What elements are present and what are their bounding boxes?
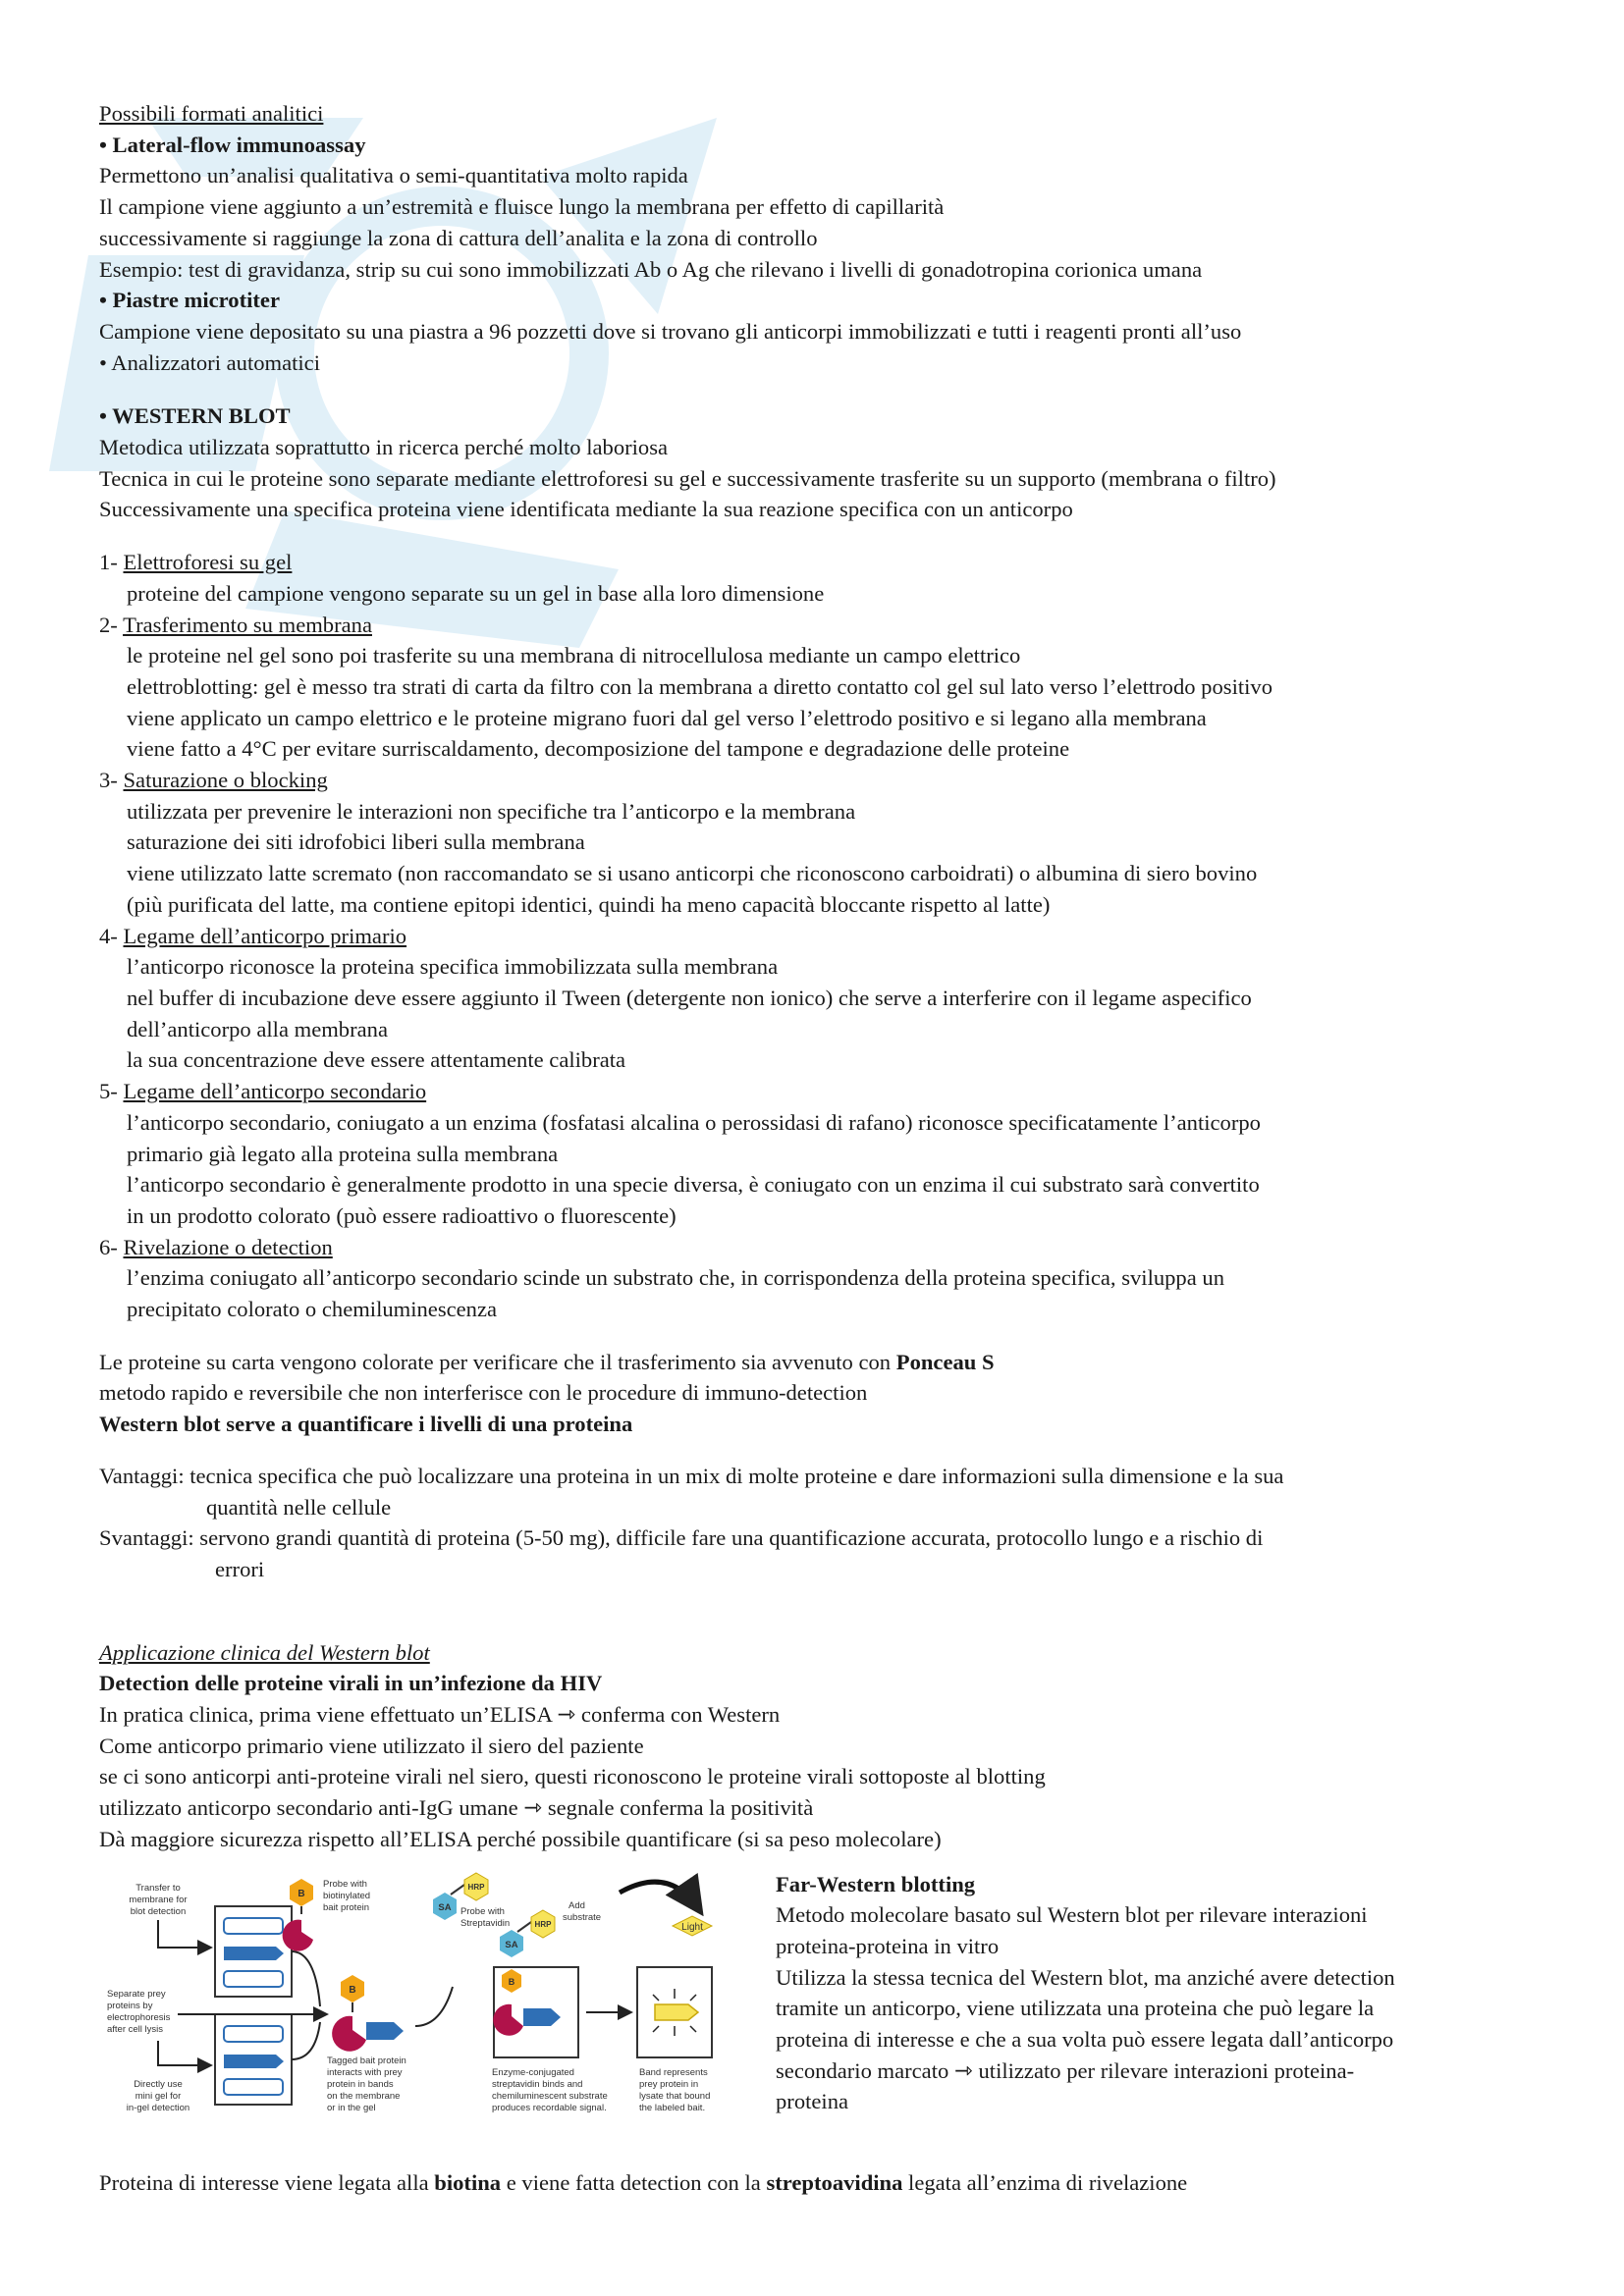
advantages-text: tecnica specifica che può localizzare una proteina in un mix di molte proteine e dare informazioni sulla dimensione e la sua [189,1463,1284,1488]
diagram-text: substrate [563,1911,602,1923]
step-title-text: Rivelazione o detection [123,1234,333,1259]
arrow [620,1882,698,1908]
step-line: la sua concentrazione deve essere attentamente calibrata [127,1047,626,1073]
step-line: l’anticorpo secondario, coniugato a un enzima (fosfatasi alcalina o perossidasi di rafano) riconosce specificatamente l’anticorpo [127,1109,1261,1135]
probe-biotin-label [323,1879,370,1913]
advantages-line [99,1461,1533,1492]
light-label: Light [681,1921,703,1933]
section-title: Possibili formati analitici [99,101,324,126]
spacer [99,1585,1533,1637]
diagram-text: Tagged bait protein [327,2055,406,2066]
clinical-line: Come anticorpo primario viene utilizzato il siero del paziente [99,1733,644,1758]
clinical-line: In pratica clinica, prima viene effettuato un’ELISA ⇾ conferma con Western [99,1702,781,1728]
arrow [292,1951,320,2006]
diagram-text: prey protein in [639,2078,699,2090]
microtiter-heading: • Piastre microtiter [99,288,280,313]
diagram-text: Streptavidin [460,1917,511,1929]
western-blot-heading: • WESTERN BLOT [99,403,291,429]
diagram-text: the labeled bait. [639,2102,706,2113]
quantify-statement: Western blot serve a quantificare i livelli di una proteina [99,1412,633,1437]
clinical-line: Dà maggiore sicurezza rispetto all’ELISA perché possibile quantificare (si sa peso molecolare) [99,1826,942,1851]
step-line: nel buffer di incubazione deve essere aggiunto il Tween (detergente non ionico) che serve a interferire con il legame aspecifico [127,985,1252,1010]
band [224,1918,283,1934]
diagram-text: lysate that bound [639,2090,711,2102]
step-title [99,1076,1533,1107]
step-line: in un prodotto colorato (può essere radioattivo o fluorescente) [127,1202,677,1228]
final-text: legata all’enzima di rivelazione [902,2169,1188,2195]
document-page [99,98,1533,2198]
western-intro-line: Successivamente una specifica proteina viene identificata mediante la sua reazione specifica con un anticorpo [99,497,1073,522]
clinical-subtitle: Detection delle proteine virali in un’infezione da HIV [99,1671,603,1696]
ponceau-text: Le proteine su carta vengono colorate per verificare che il trasferimento sia avvenuto con [99,1349,896,1374]
step-title [99,921,1533,952]
far-western-line: proteina-proteina in vitro [776,1933,1000,1958]
diagram-text: interacts with prey [327,2066,403,2078]
diagram-text: Probe with [323,1878,367,1890]
step-line: viene utilizzato latte scremato (non raccomandato se si usano anticorpi che riconoscono carboidrati) o albumina di siero bovino [127,861,1258,886]
step-line: precipitato colorato o chemiluminescenza [127,1297,498,1322]
diagram-text: chemiluminescent substrate [492,2090,608,2102]
step-number: 4- [99,923,124,948]
biotin-label: B [349,1984,356,1996]
ponceau-line-2: metodo rapido e reversibile che non interferisce con le procedure di immuno-detection [99,1380,868,1406]
disadvantages-label: Svantaggi: [99,1525,200,1551]
band [224,2079,283,2095]
linker [517,1922,531,1932]
spacer [99,378,1533,400]
step-number: 3- [99,768,124,793]
step-title-text: Legame dell’anticorpo primario [123,923,407,948]
far-western-line: Metodo molecolare basato sul Western blot per rilevare interazioni [776,1902,1368,1928]
biotin-label: B [508,1976,515,1987]
diagram-text: mini gel for [135,2090,182,2102]
step-line: viene fatto a 4°C per evitare surriscaldamento, decomposizione del tampone e degradazione delle proteine [127,736,1070,762]
separate-label [107,1989,171,2035]
step-number: 1- [99,550,124,575]
diagram-text: streptavidin binds and [492,2078,583,2090]
lateral-flow-line: successivamente si raggiunge la zona di cattura dell’analita e la zona di controllo [99,225,818,250]
band [224,2026,283,2042]
western-intro-line: Metodica utilizzata soprattutto in ricerca perché molto laboriosa [99,435,669,460]
bait-protein [283,1919,313,1950]
step-title [99,765,1533,796]
sa-label: SA [505,1939,518,1950]
arrow [415,1987,453,2026]
band-filled [224,1947,284,1960]
step-number: 5- [99,1079,124,1104]
far-western-line: proteina di interesse e che a sua volta può essere legata dall’anticorpo [776,2027,1394,2053]
step-number: 6- [99,1234,124,1259]
far-western-line: secondario marcato ⇾ utilizzato per rilevare interazioni proteina- [776,2057,1355,2083]
step-title [99,610,1533,641]
linker [451,1885,464,1895]
step-title-text: Legame dell’anticorpo secondario [123,1079,427,1104]
diagram-text: electrophoresis [107,2011,171,2023]
advantages-line-2: quantità nelle cellule [206,1494,392,1520]
step-title [99,547,1533,578]
disadvantages-line [99,1522,1533,1554]
step-title [99,1232,1533,1263]
hrp-label: HRP [534,1919,552,1929]
biotin-label: B [298,1888,305,1899]
step-line: l’anticorpo riconosce la proteina specifica immobilizzata sulla membrana [127,954,779,980]
clinical-title: Applicazione clinica del Western blot [99,1639,430,1665]
diagram-text: Transfer to [135,1882,181,1894]
advantages-label: Vantaggi: [99,1463,190,1488]
clinical-line: se ci sono anticorpi anti-proteine virali nel siero, questi riconoscono le proteine virali sottoposte al blotting [99,1764,1046,1789]
step-line: dell’anticorpo alla membrana [127,1016,388,1041]
bait-protein [332,2015,366,2051]
arrow [292,2022,320,2059]
diagram-text: on the membrane [327,2090,401,2102]
spacer [99,1440,1533,1461]
step-line: l’anticorpo secondario è generalmente prodotto in una specie diversa, è coniugato con un enzima il cui substrato sarà convertito [127,1172,1260,1198]
ponceau-bold: Ponceau S [895,1349,995,1374]
ponceau-line [99,1347,1533,1378]
arrow [158,1920,209,1948]
lateral-flow-line: Esempio: test di gravidanza, strip su cui sono immobilizzati Ab o Ag che rilevano i livelli di gonadotropina corionica umana [99,256,1203,282]
hrp-label: HRP [467,1882,485,1892]
tagged-label [327,2056,406,2113]
microtiter-line: Campione viene depositato su una piastra a 96 pozzetti dove si trovano gli anticorpi immobilizzati e tutti i reagenti pronti all’uso [99,318,1242,344]
lateral-flow-line: Il campione viene aggiunto a un’estremità e fluisce lungo la membrana per effetto di capillarità [99,194,945,220]
diagram-text: Directly use [134,2078,183,2090]
lateral-flow-line: Permettono un’analisi qualitativa o semi-quantitativa molto rapida [99,163,688,188]
analyzers-heading: • Analizzatori automatici [99,349,320,375]
diagram-text: produces recordable signal. [492,2102,607,2113]
diagram-text: biotinylated [323,1890,371,1901]
diagram-text: after cell lysis [107,2023,164,2035]
final-text: Proteina di interesse viene legata alla [99,2169,435,2195]
diagram-text: Probe with [460,1905,505,1917]
diagram-text: Add [568,1899,585,1911]
step-title-text: Elettroforesi su gel [123,550,293,575]
step-line: l’enzima coniugato all’anticorpo secondario scinde un substrato che, in corrispondenza della proteina specifica, sviluppa un [127,1265,1225,1291]
far-western-block [99,1869,1533,2163]
enzyme-label [492,2067,608,2113]
step-line: utilizzata per prevenire le interazioni non specifiche tra l’anticorpo e la membrana [127,798,856,824]
step-title-text: Trasferimento su membrana [123,612,372,637]
disadvantages-line-2: errori [215,1556,265,1581]
step-line: proteine del campione vengono separate su un gel in base alla loro dimensione [127,580,825,606]
add-substrate-label [563,1900,601,1923]
band-label [639,2067,710,2113]
step-line: saturazione dei siti idrofobici liberi sulla membrana [127,829,585,855]
western-intro-line: Tecnica in cui le proteine sono separate mediante elettroforesi su gel e successivamente trasferite su un supporto (membrana o filtro) [99,465,1276,491]
step-line: (più purificata del latte, ma contiene epitopi identici, quindi ha meno capacità bloccante rispetto al latte) [127,891,1051,917]
prey-protein [366,2022,404,2040]
step-number: 2- [99,612,124,637]
step-line: primario già legato alla proteina sulla membrana [127,1141,559,1166]
far-western-text [776,1869,1522,2118]
clinical-line: utilizzato anticorpo secondario anti-IgG umane ⇾ segnale conferma la positività [99,1795,814,1821]
far-western-line: proteina [776,2089,849,2114]
spacer [99,525,1533,547]
probe-strep-label [460,1906,510,1929]
diagram-text: Separate prey [107,1988,166,2000]
signal-band [655,2004,698,2020]
diagram-text: protein in bands [327,2078,394,2090]
diagram-text: or in the gel [327,2102,376,2113]
far-western-heading: Far-Western blotting [776,1871,976,1896]
diagram-text: Enzyme-conjugated [492,2066,574,2078]
streptoavidina-bold: streptoavidina [766,2169,903,2195]
final-line [99,2167,1533,2199]
biotina-bold: biotina [434,2169,502,2195]
step-line: le proteine nel gel sono poi trasferite su una membrana di nitrocellulosa mediante un campo elettrico [127,643,1021,668]
transfer-label [129,1883,187,1917]
diagram-text: Band represents [639,2066,708,2078]
band [224,1971,283,1987]
direct-label [127,2079,189,2113]
disadvantages-text: servono grandi quantità di proteina (5-50 mg), difficile fare una quantificazione accurata, protocollo lungo e a rischio di [199,1525,1264,1551]
diagram-text: in-gel detection [126,2102,190,2113]
lateral-flow-heading: • Lateral-flow immunoassay [99,132,366,157]
diagram-text: membrane for [129,1894,188,1905]
step-line: viene applicato un campo elettrico e le proteine migrano fuori dal gel verso l’elettrodo positivo e si legano alla membrana [127,705,1207,730]
far-western-line: Utilizza la stessa tecnica del Western blot, ma anziché avere detection [776,1964,1395,1990]
step-line: elettroblotting: gel è messo tra strati di carta da filtro con la membrana a diretto contatto col gel sul lato verso l’elettrodo positivo [127,673,1272,699]
final-text: e viene fatta detection con la [501,2169,767,2195]
far-western-diagram [99,1869,762,2124]
diagram-text: blot detection [130,1905,187,1917]
far-western-line: tramite un anticorpo, viene utilizzata una proteina che può legare la [776,1996,1375,2021]
spacer [99,1325,1533,1347]
diagram-text: bait protein [323,1901,370,1913]
step-title-text: Saturazione o blocking [123,768,328,793]
sa-label: SA [438,1901,452,1913]
diagram-text: proteins by [107,2000,153,2011]
band-filled [224,2055,284,2068]
arrow [158,2041,209,2065]
